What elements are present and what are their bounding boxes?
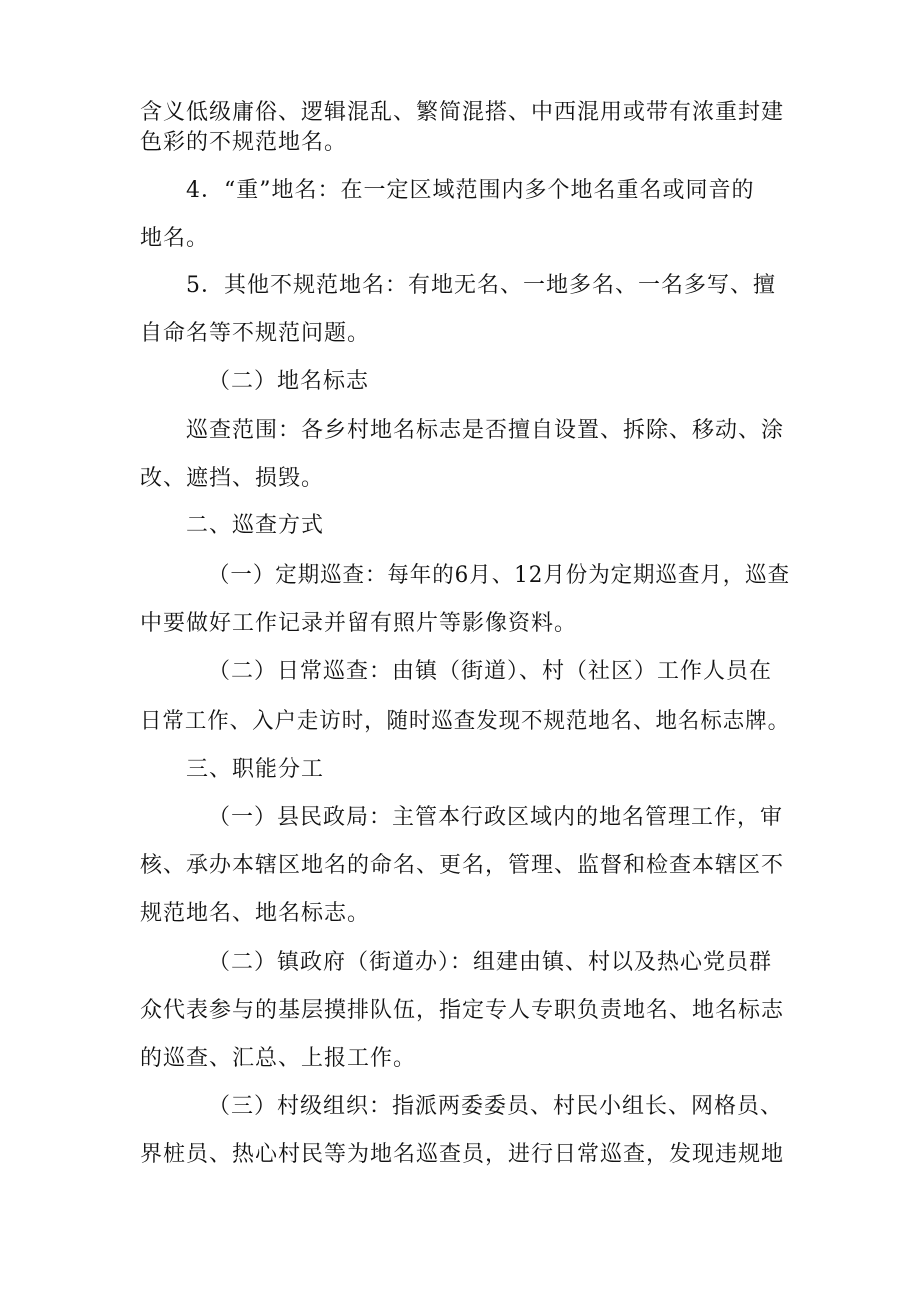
section-heading: 二、巡查方式 — [186, 513, 325, 538]
text-line: 改、遮挡、损毁。 — [140, 466, 325, 491]
text-line: （二）镇政府（街道办）：组建由镇、村以及热心党员群 — [208, 950, 773, 975]
text-line: （一）县民政局：主管本行政区域内的地名管理工作，审 — [208, 805, 784, 830]
text-line: 地名。 — [140, 226, 210, 251]
text-line: 日常工作、入户走访时，随时巡查发现不规范地名、地名标志牌。 — [140, 709, 791, 734]
text-line: 规范地名、地名标志。 — [140, 901, 371, 926]
text-line: 4．“重”地名：在一定区域范围内多个地名重名或同音的 — [186, 178, 755, 203]
text-line: （二）日常巡查：由镇（街道）、村（社区）工作人员在 — [208, 659, 773, 684]
text-line: 中要做好工作记录并留有照片等影像资料。 — [140, 611, 578, 636]
section-heading: （二）地名标志 — [208, 369, 370, 394]
text-line: 含义低级庸俗、逻辑混乱、繁简混搭、中西混用或带有浓重封建 — [140, 100, 785, 125]
text-line: 界桩员、热心村民等为地名巡查员，进行日常巡查，发现违规地 — [140, 1142, 785, 1167]
text-line: 众代表参与的基层摸排队伍，指定专人专职负责地名、地名标志 — [140, 998, 785, 1023]
text-line: 核、承办本辖区地名的命名、更名，管理、监督和检查本辖区不 — [140, 853, 785, 878]
text-line: 的巡查、汇总、上报工作。 — [140, 1046, 417, 1071]
text-line: （三）村级组织：指派两委委员、村民小组长、网格员、 — [208, 1094, 784, 1119]
text-line: 色彩的不规范地名。 — [140, 130, 348, 155]
text-line: 巡查范围：各乡村地名标志是否擅自设置、拆除、移动、涂 — [186, 418, 785, 443]
section-heading: 三、职能分工 — [186, 757, 325, 782]
text-line: （一）定期巡查：每年的6月、12月份为定期巡查月，巡查 — [208, 563, 791, 588]
text-line: 自命名等不规范问题。 — [140, 321, 371, 346]
text-line: 5．其他不规范地名：有地无名、一地多名、一名多写、擅 — [186, 273, 776, 298]
